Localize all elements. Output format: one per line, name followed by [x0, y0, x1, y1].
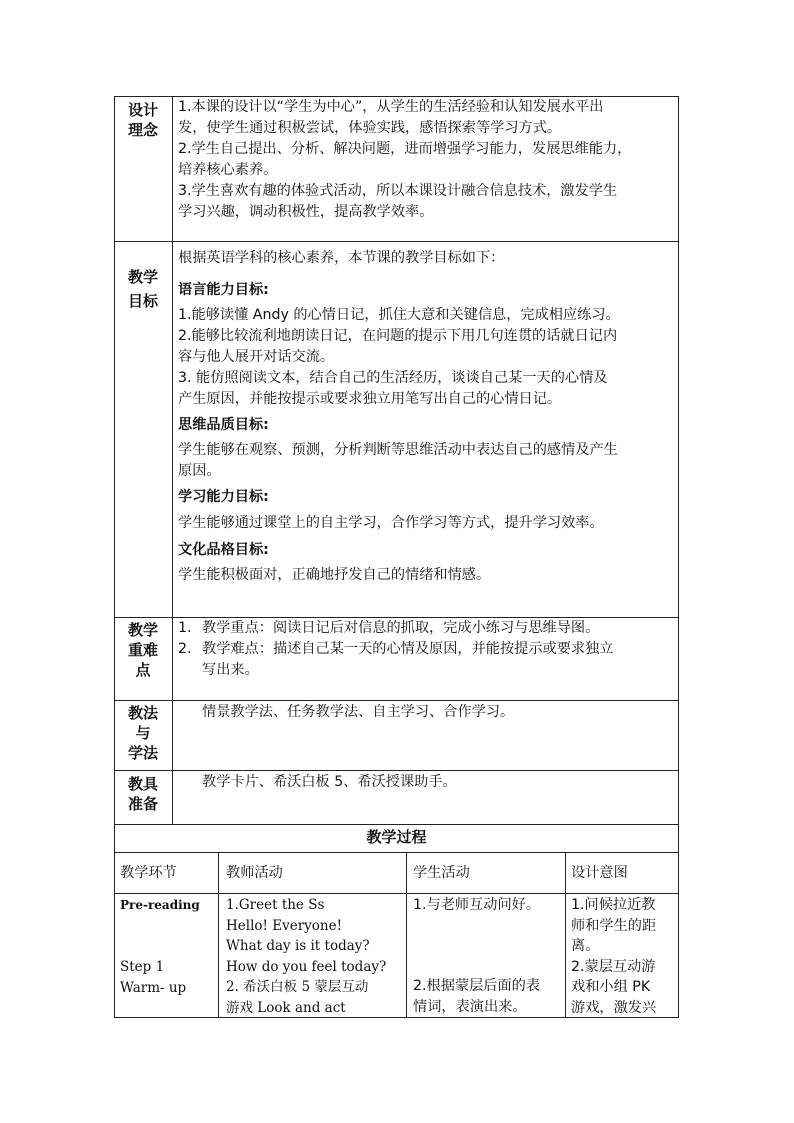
keypoint-text: 教学难点：描述自己某一天的心情及原因，并能按提示或要求独立	[202, 641, 614, 657]
language-goal-line: 3. 能仿照阅读文本，结合自己的生活经历，谈谈自己某一天的心情及	[178, 370, 608, 386]
header-student: 学生活动	[413, 865, 470, 881]
methods-label-line2: 与	[135, 724, 151, 742]
teacher-line: What day is it today?	[226, 938, 370, 954]
thinking-goal-list	[178, 440, 678, 482]
culture-goal-line: 学生能积极面对，正确地抒发自己的情绪和情感。	[178, 567, 491, 583]
goals-label-line1: 教学	[127, 268, 158, 286]
goals-label-line2: 目标	[127, 292, 158, 310]
stage-pre-reading: Pre-reading	[120, 898, 200, 912]
keypoints-label-line1: 教学	[127, 621, 158, 639]
tools-text: 教学卡片、希沃白板 5、希沃授课助手。	[202, 774, 457, 790]
design-line: 2.学生自己提出、分析、解决问题，进而增强学习能力，发展思维能力，	[178, 141, 632, 157]
keypoints-label-line3: 点	[135, 661, 151, 679]
goals-intro: 根据英语学科的核心素养，本节课的教学目标如下：	[178, 250, 505, 266]
thinking-goal-line: 原因。	[178, 463, 221, 479]
language-goal-line: 容与他人展开对话交流。	[178, 349, 335, 365]
teacher-activity	[226, 895, 404, 1018]
keypoint-continuation: 写出来。	[202, 662, 259, 678]
tools-label-line1: 教具	[127, 775, 158, 793]
teacher-line: Hello! Everyone!	[226, 917, 343, 934]
teacher-line: 1.Greet the Ss	[226, 897, 325, 913]
design-content	[178, 97, 678, 223]
student-activity-1: 1.与老师互动问好。	[413, 897, 541, 913]
methods-text: 情景教学法、任务教学法、自主学习、合作学习。	[202, 704, 515, 720]
header-stage: 教学环节	[120, 865, 177, 881]
keypoint-num: 2.	[178, 641, 192, 657]
keypoint-item	[178, 618, 678, 639]
language-goal-line: 2.能够比较流利地朗读日记，在问题的提示下用几句连贯的话就日记内	[178, 328, 618, 344]
goals-label	[114, 265, 172, 313]
thinking-goal-title: 思维品质目标:	[178, 417, 269, 433]
intent-line: 游戏，激发兴	[571, 999, 657, 1016]
tools-label-line2: 准备	[127, 795, 158, 813]
learning-goal-line: 学生能够通过课堂上的自主学习，合作学习等方式，提升学习效率。	[178, 515, 604, 531]
design-line: 1.本课的设计以“学生为中心”，从学生的生活经验和认知发展水平出	[178, 99, 604, 115]
design-line: 发，使学生通过积极尝试，体验实践，感悟探索等学习方式。	[178, 120, 562, 136]
stage-step: Step 1	[120, 959, 165, 975]
intent-line: 离。	[571, 938, 600, 954]
thinking-goal-line: 学生能够在观察、预测，分析判断等思维活动中表达自己的感情及产生	[178, 442, 618, 458]
methods-label-line3: 学法	[127, 744, 158, 762]
keypoint-text: 教学重点：阅读日记后对信息的抓取，完成小练习与思维导图。	[202, 620, 600, 636]
student-line: 情词，表演出来。	[413, 999, 527, 1015]
design-intent	[571, 895, 677, 1018]
intent-line: 1.问候拉近教	[571, 897, 656, 913]
design-label-line1: 设计	[127, 101, 158, 119]
language-goal-list	[178, 305, 678, 410]
learning-goal-title: 学习能力目标:	[178, 489, 269, 505]
teacher-line: How do you feel today?	[226, 958, 387, 975]
stage-name: Warm- up	[120, 980, 187, 996]
teacher-line: 2. 希沃白板 5 蒙层互动	[226, 979, 369, 995]
design-line: 学习兴趣，调动积极性，提高教学效率。	[178, 204, 434, 220]
intent-line: 戏和小组 PK	[571, 979, 651, 995]
intent-line: 师和学生的距	[571, 917, 657, 934]
methods-label-line1: 教法	[127, 704, 158, 722]
keypoint-num: 1.	[178, 620, 192, 636]
culture-goal-title: 文化品格目标:	[178, 542, 269, 558]
tools-label	[114, 774, 172, 814]
header-teacher: 教师活动	[226, 865, 283, 881]
student-activity-2	[413, 976, 563, 1018]
design-line: 3.学生喜欢有趣的体验式活动，所以本课设计融合信息技术，激发学生	[178, 183, 618, 199]
language-goal-line: 1.能够读懂 Andy 的心情日记，抓住大意和关键信息，完成相应练习。	[178, 307, 620, 323]
keypoints-label-line2: 重难	[127, 641, 158, 659]
teacher-line: 游戏 Look and act	[226, 999, 346, 1016]
intent-line: 2.蒙层互动游	[571, 958, 656, 975]
design-label	[114, 100, 172, 140]
keypoints-label	[114, 620, 172, 680]
language-goal-title: 语言能力目标:	[178, 282, 269, 298]
student-line: 2.根据蒙层后面的表	[413, 978, 541, 994]
language-goal-line: 产生原因，并能按提示或要求独立用笔写出自己的心情日记。	[178, 391, 562, 407]
design-label-line2: 理念	[127, 121, 158, 139]
process-title: 教学过程	[366, 828, 427, 846]
keypoint-item	[178, 639, 678, 660]
methods-label	[114, 703, 172, 763]
design-line: 培养核心素养。	[178, 162, 278, 178]
header-intent: 设计意图	[571, 865, 628, 881]
